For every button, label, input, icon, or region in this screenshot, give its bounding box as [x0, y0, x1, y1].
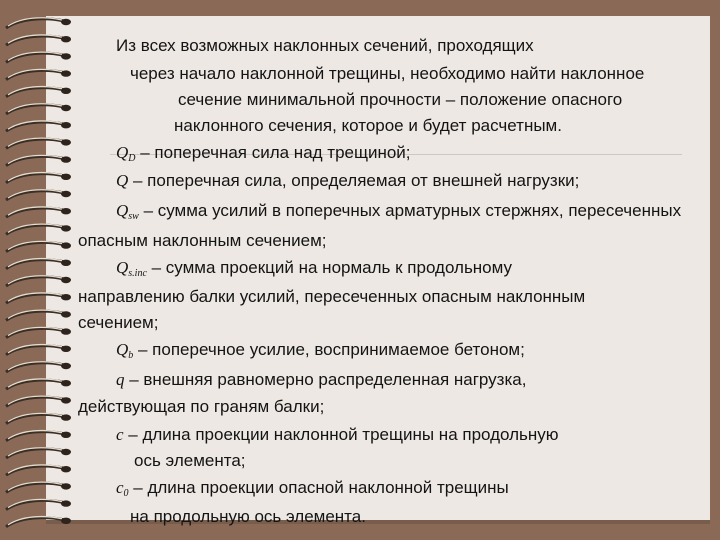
binding-ring — [6, 138, 71, 148]
binding-ring — [6, 259, 71, 269]
subscript: b — [128, 350, 134, 361]
definition-text: – длина проекции наклонной трещины на продольную — [123, 425, 559, 444]
symbol: Q — [116, 340, 129, 359]
def-qb — [116, 340, 525, 366]
def-c — [116, 425, 559, 445]
binding-ring — [6, 87, 71, 97]
binding-ring — [6, 276, 71, 286]
binding-ring — [6, 224, 71, 234]
binding-ring — [6, 327, 71, 337]
def-q-load-cont: действующая по граням балки; — [78, 397, 325, 416]
binding-ring — [6, 345, 71, 355]
binding-ring — [6, 69, 71, 79]
binding-ring — [6, 396, 71, 406]
def-q-load — [116, 370, 526, 390]
symbol: c — [116, 478, 124, 497]
def-c0 — [116, 478, 509, 504]
binding-ring — [6, 173, 71, 183]
intro-line-1: Из всех возможных наклонных сечений, проходящих — [116, 36, 534, 55]
binding-ring — [6, 362, 71, 372]
binding-ring — [6, 293, 71, 303]
def-c-cont: ось элемента; — [134, 451, 246, 470]
def-qsinc — [116, 258, 512, 284]
binding-ring — [6, 155, 71, 165]
definition-text: – сумма усилий в поперечных арматурных стержнях, пересеченных — [138, 201, 682, 220]
binding-ring — [6, 207, 71, 217]
binding-ring — [6, 482, 71, 492]
symbol: Q — [116, 143, 129, 162]
spiral-binding — [0, 0, 80, 540]
binding-ring — [6, 310, 71, 320]
symbol: Q — [116, 258, 129, 277]
definition-text: – сумма проекций на нормаль к продольному — [146, 258, 513, 277]
subscript: 0 — [123, 488, 129, 499]
binding-ring — [6, 104, 71, 114]
binding-ring — [6, 379, 71, 389]
binding-ring — [6, 499, 71, 509]
symbol: Q — [116, 171, 129, 190]
symbol: Q — [116, 201, 129, 220]
binding-ring — [6, 241, 71, 251]
binding-ring — [6, 52, 71, 62]
def-c0-cont: на продольную ось элемента. — [130, 507, 366, 526]
binding-ring — [6, 190, 71, 200]
subscript: D — [128, 153, 136, 164]
definition-text: – длина проекции опасной наклонной трещины — [128, 478, 509, 497]
binding-ring — [6, 121, 71, 131]
symbol: q — [116, 370, 125, 389]
binding-ring — [6, 465, 71, 475]
def-q — [116, 171, 579, 191]
binding-ring — [6, 448, 71, 458]
def-qsw-cont: опасным наклонным сечением; — [78, 231, 327, 250]
binding-ring — [6, 413, 71, 423]
intro-line-4: наклонного сечения, которое и будет расчетным. — [174, 116, 562, 135]
binding-ring — [6, 431, 71, 441]
definition-text: – поперечная сила, определяемая от внешней нагрузки; — [128, 171, 580, 190]
binding-ring — [6, 35, 71, 45]
definition-text: – поперечное усилие, воспринимаемое бетоном; — [133, 340, 525, 359]
def-qsw — [116, 201, 681, 227]
definition-text: – поперечная сила над трещиной; — [135, 143, 411, 162]
intro-line-2: через начало наклонной трещины, необходимо найти наклонное — [130, 64, 645, 83]
subscript: s.inc — [128, 268, 147, 279]
symbol: c — [116, 425, 124, 444]
subscript: sw — [128, 211, 139, 222]
definition-text: – внешняя равномерно распределенная нагрузка, — [124, 370, 527, 389]
def-qsinc-cont-1: направлению балки усилий, пересеченных опасным наклонным — [78, 287, 586, 306]
binding-ring — [6, 18, 71, 28]
def-qsinc-cont-2: сечением; — [78, 313, 159, 332]
binding-ring — [6, 517, 71, 527]
def-qd — [116, 143, 411, 169]
intro-line-3: сечение минимальной прочности – положение опасного — [178, 90, 623, 109]
